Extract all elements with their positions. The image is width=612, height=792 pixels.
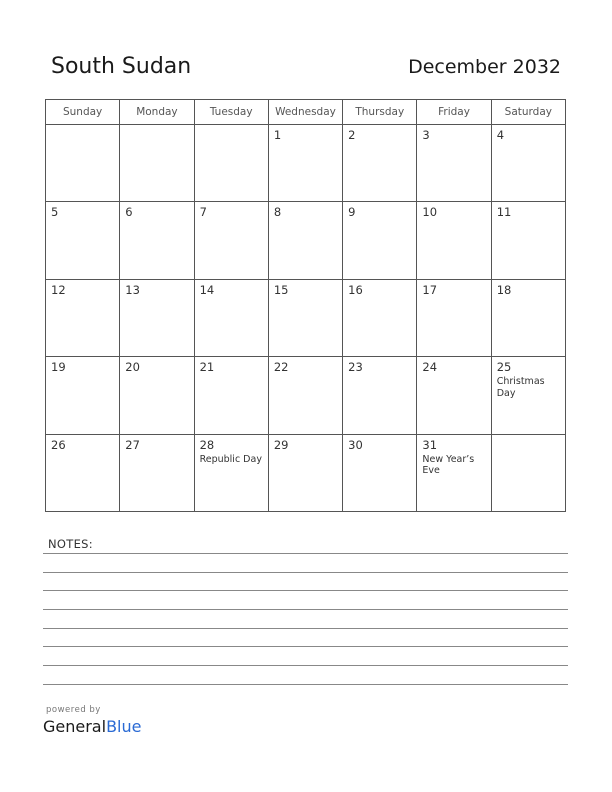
day-cell	[268, 279, 342, 356]
day-number: 3	[422, 128, 430, 142]
weekday-wednesday: Wednesday	[268, 100, 342, 125]
calendar-grid	[45, 99, 566, 512]
day-number: 26	[51, 437, 66, 452]
week-row	[46, 279, 566, 356]
day-number: 5	[51, 205, 59, 220]
brand-logo-part1: General	[43, 717, 107, 736]
note-line	[43, 684, 568, 685]
day-number: 23	[348, 360, 363, 375]
day-number: 14	[199, 282, 215, 297]
day-number: 8	[273, 205, 282, 220]
day-cell	[343, 202, 417, 279]
day-number: 11	[496, 205, 512, 220]
day-number: 27	[125, 437, 140, 452]
day-number: 20	[125, 360, 140, 375]
day-number: 29	[273, 437, 289, 452]
day-cell	[268, 202, 342, 279]
day-number: 15	[273, 282, 289, 297]
day-cell	[491, 357, 565, 434]
day-cell	[120, 434, 194, 511]
note-line	[43, 590, 568, 591]
powered-by-text: powered by	[46, 705, 101, 715]
week-row	[46, 434, 566, 511]
note-line	[43, 609, 568, 610]
note-line	[43, 628, 568, 629]
day-cell	[417, 279, 491, 356]
holiday-label: Christmas Day	[496, 376, 545, 399]
day-number: 18	[496, 282, 512, 297]
notes-label: NOTES:	[48, 537, 93, 551]
weekday-friday: Friday	[417, 100, 491, 125]
day-cell	[120, 279, 194, 356]
weekday-tuesday: Tuesday	[194, 100, 268, 125]
week-row	[46, 202, 566, 279]
week-row	[46, 125, 566, 202]
weekday-thursday: Thursday	[343, 100, 417, 125]
day-number: 6	[125, 205, 133, 220]
day-cell	[268, 357, 342, 434]
day-number: 9	[348, 205, 356, 220]
empty-day-cell	[491, 434, 565, 511]
day-cell	[120, 357, 194, 434]
day-number: 16	[348, 282, 363, 297]
day-cell	[46, 279, 120, 356]
note-line	[43, 572, 568, 573]
day-number: 12	[51, 282, 66, 297]
empty-day-cell	[46, 125, 120, 202]
day-cell	[417, 434, 491, 511]
day-number: 24	[422, 360, 438, 375]
day-cell	[417, 125, 491, 202]
day-cell	[417, 202, 491, 279]
day-cell	[343, 434, 417, 511]
day-number: 10	[422, 205, 438, 220]
day-cell	[268, 434, 342, 511]
day-cell	[46, 434, 120, 511]
day-number: 2	[348, 128, 356, 142]
note-line	[43, 553, 568, 554]
weekday-header-row	[46, 100, 566, 125]
weekday-sunday: Sunday	[46, 100, 120, 125]
day-cell	[343, 357, 417, 434]
day-cell	[120, 202, 194, 279]
note-line	[43, 665, 568, 666]
day-number: 1	[273, 128, 282, 142]
week-row	[46, 357, 566, 434]
day-cell	[343, 279, 417, 356]
day-number: 17	[422, 282, 438, 297]
day-number: 30	[348, 437, 363, 452]
holiday-label: New Year’s Eve	[422, 453, 475, 477]
day-cell	[46, 357, 120, 434]
day-cell	[194, 279, 268, 356]
month-title: December 2032	[408, 56, 561, 78]
day-number: 28	[199, 437, 215, 452]
holiday-label: Republic Day	[199, 453, 262, 465]
day-cell	[194, 357, 268, 434]
day-number: 22	[273, 360, 289, 375]
brand-logo-part2: Blue	[106, 717, 142, 736]
day-number: 19	[51, 360, 66, 375]
brand-logo	[43, 717, 141, 736]
day-number: 31	[422, 437, 438, 452]
weekday-saturday: Saturday	[491, 100, 565, 125]
day-cell	[491, 125, 565, 202]
day-number: 7	[199, 205, 207, 220]
day-cell	[46, 202, 120, 279]
weekday-monday: Monday	[120, 100, 194, 125]
day-cell	[417, 357, 491, 434]
day-number: 25	[496, 360, 512, 375]
empty-day-cell	[194, 125, 268, 202]
day-cell	[491, 202, 565, 279]
day-number: 21	[199, 360, 215, 375]
day-cell	[194, 434, 268, 511]
empty-day-cell	[120, 125, 194, 202]
day-number: 4	[496, 128, 505, 142]
day-cell	[194, 202, 268, 279]
day-cell	[343, 125, 417, 202]
day-cell	[268, 125, 342, 202]
country-title: South Sudan	[51, 54, 192, 79]
day-cell	[491, 279, 565, 356]
day-number: 13	[125, 282, 140, 297]
note-line	[43, 646, 568, 647]
